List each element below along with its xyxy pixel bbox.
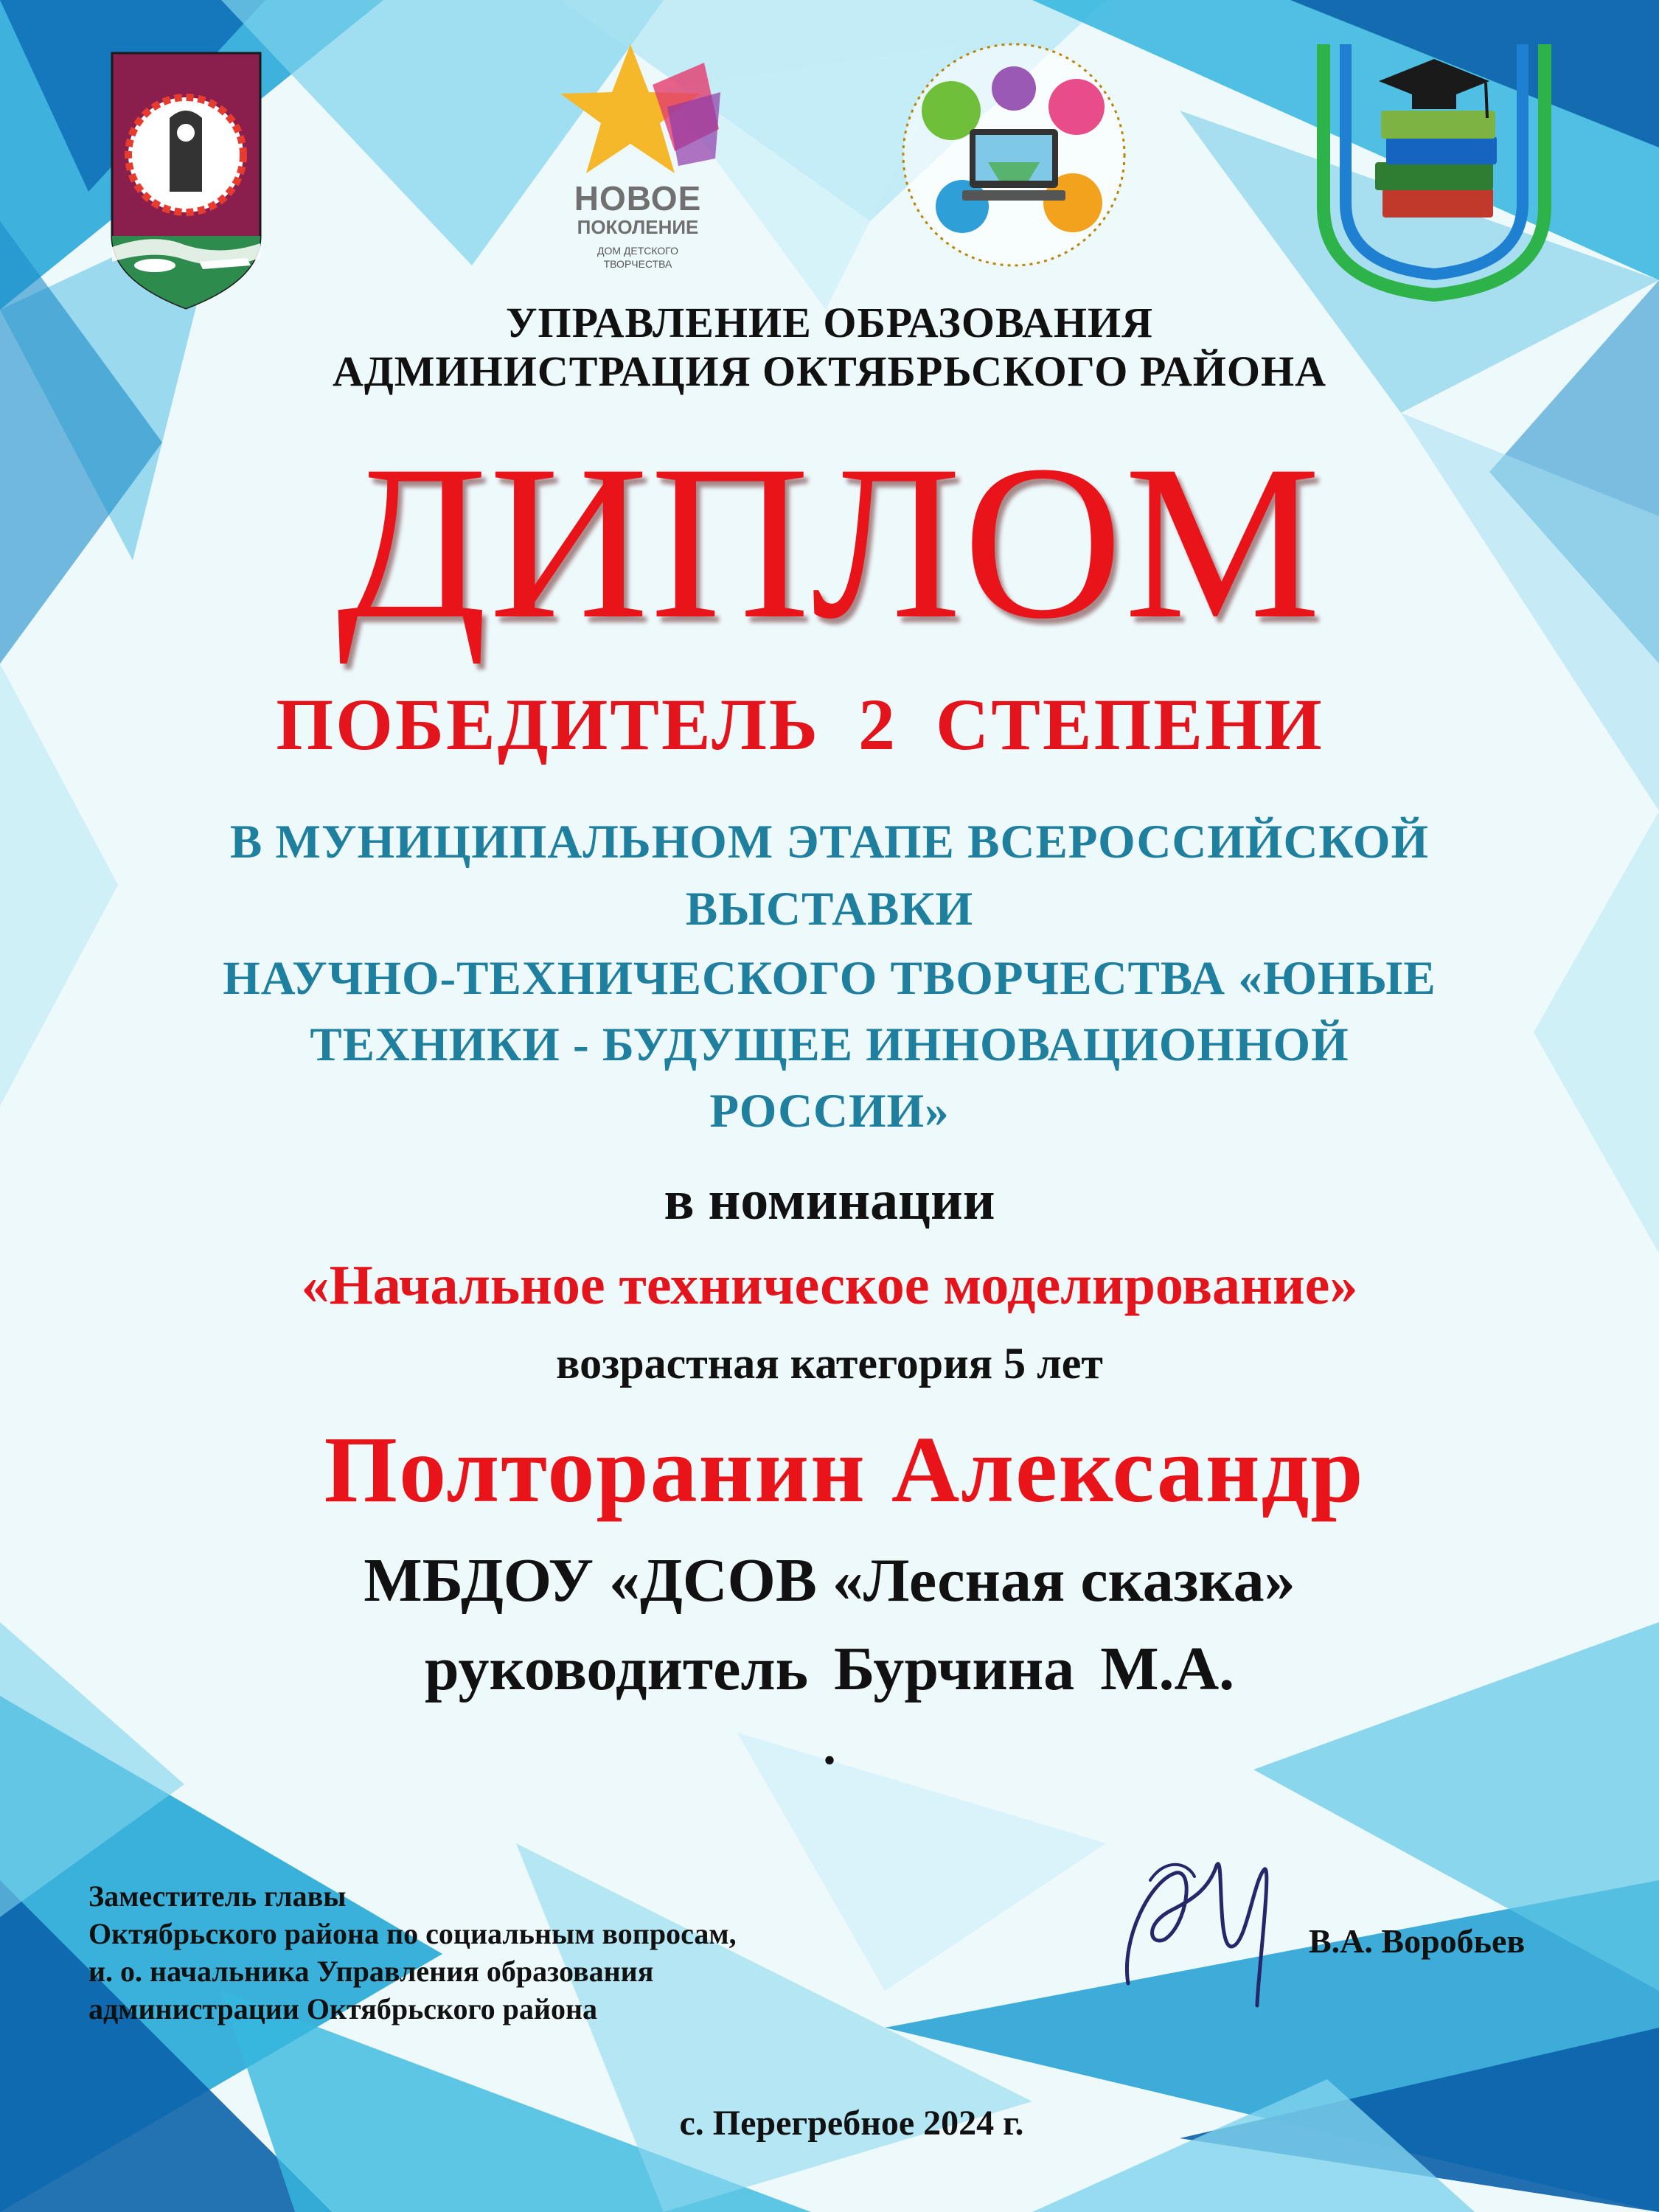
signer-name: В.А. Воробьев	[1309, 1922, 1526, 1960]
yunye-tekhniki-logo	[892, 29, 1135, 280]
event-line-1: В МУНИЦИПАЛЬНОМ ЭТАПЕ ВСЕРОССИЙСКОЙ	[229, 815, 1430, 869]
signer-position-line-4: администрации Октябрьского района	[88, 1992, 597, 2025]
logo-text-line3: ДОМ ДЕТСКОГО	[597, 245, 678, 257]
event-line-2: ВЫСТАВКИ	[685, 883, 974, 936]
institution-name: МБДОУ «ДСОВ «Лесная сказка»	[364, 1546, 1295, 1615]
signer-position-line-1: Заместитель главы	[88, 1879, 347, 1913]
education-department-emblem	[1294, 29, 1574, 302]
age-category: возрастная категория 5 лет	[556, 1339, 1103, 1388]
participant-name: Полторанин Александр	[324, 1417, 1365, 1522]
separator-dot: .	[823, 1719, 836, 1775]
handwritten-signature	[1106, 1836, 1298, 2020]
logo-text-line1: НОВОЕ	[574, 179, 702, 218]
place-and-date: с. Перегребное 2024 г.	[679, 2104, 1024, 2143]
novoe-pokolenie-logo	[549, 41, 726, 284]
award-degree: ПОБЕДИТЕЛЬ 2 СТЕПЕНИ	[276, 684, 1324, 765]
organization-line-2: АДМИНИСТРАЦИЯ ОКТЯБРЬСКОГО РАЙОНА	[333, 347, 1326, 395]
diploma-title: ДИПЛОМ	[336, 420, 1323, 664]
event-line-4: ТЕХНИКИ - БУДУЩЕЕ ИННОВАЦИОННОЙ	[310, 1018, 1349, 1071]
event-line-5: РОССИИ»	[709, 1085, 950, 1138]
signer-position-line-3: и. о. начальника Управления образования	[88, 1955, 654, 1988]
logo-text-line4: ТВОРЧЕСТВА	[603, 258, 672, 270]
organization-line-1: УПРАВЛЕНИЕ ОБРАЗОВАНИЯ	[505, 299, 1154, 347]
district-coat-of-arms	[111, 52, 262, 310]
signer-position-line-2: Октябрьского района по социальным вопросам,	[88, 1917, 737, 1950]
supervisor-name: руководитель Бурчина М.А.	[424, 1635, 1235, 1703]
nomination-label: в номинации	[664, 1169, 995, 1231]
logo-text-line2: ПОКОЛЕНИЕ	[577, 216, 699, 238]
event-line-3: НАУЧНО-ТЕХНИЧЕСКОГО ТВОРЧЕСТВА «ЮНЫЕ	[223, 952, 1436, 1005]
nomination-value: «Начальное техническое моделирование»	[301, 1254, 1358, 1316]
